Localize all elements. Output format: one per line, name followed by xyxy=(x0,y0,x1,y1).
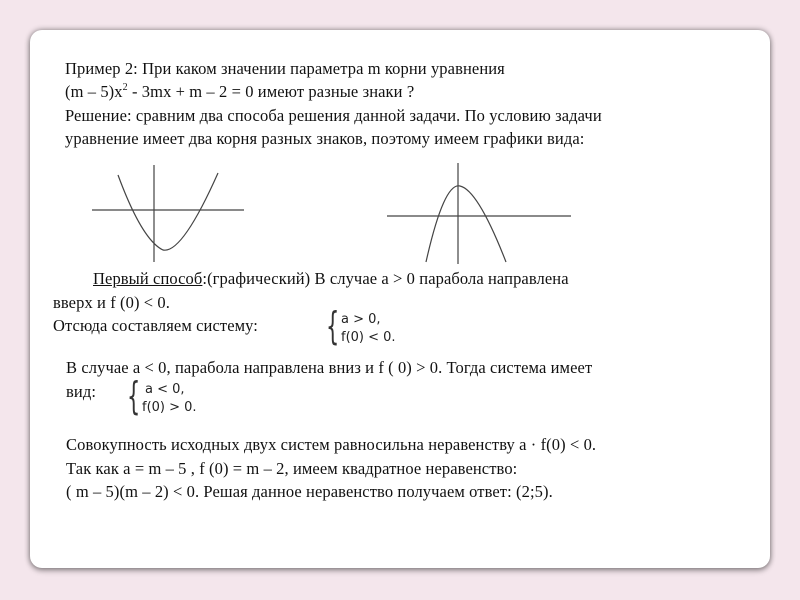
graph2-parabola xyxy=(426,186,506,262)
case-negative-line: В случае а < 0, парабола направлена вниз и f ( 0) > 0. Тогда система имеет xyxy=(66,358,593,377)
conclusion-line-3: ( m – 5)(m – 2) < 0. Решая данное неравенство получаем ответ: (2;5). xyxy=(66,482,553,501)
solution-line-2: уравнение имеет два корня разных знаков, поэтому имеем графики вида: xyxy=(65,129,585,148)
problem-statement-line-1: Пример 2: При каком значении параметра m корни уравнения xyxy=(65,59,505,78)
system-intro: Отсюда составляем систему: xyxy=(53,316,258,335)
case-negative-line-2: вид: xyxy=(66,382,97,401)
conclusion-line-1: Совокупность исходных двух систем равносильна неравенству а · f(0) < 0. xyxy=(66,435,597,454)
method-1-link: Первый способ xyxy=(93,269,203,288)
method-1-line-2: вверх и f (0) < 0. xyxy=(53,293,170,312)
equation-part-2: - 3mx + m – 2 = 0 имеют разные знаки ? xyxy=(127,82,415,101)
system1-brace: { xyxy=(326,304,340,348)
method-1-line xyxy=(93,268,569,290)
method-1-text: :(графический) В случае а > 0 парабола направлена xyxy=(202,269,569,288)
conclusion-line-2: Так как а = m – 5 , f (0) = m – 2, имеем квадратное неравенство: xyxy=(66,459,518,478)
system1-row-1: a > 0, xyxy=(341,312,381,327)
solution-line-1: Решение: сравним два способа решения данной задачи. По условию задачи xyxy=(65,106,602,125)
system1-row-2: f(0) < 0. xyxy=(341,330,396,345)
system2-brace: { xyxy=(127,374,141,418)
system2-row-1: a < 0, xyxy=(145,382,185,397)
equation-part-1: (m – 5)x xyxy=(65,82,123,101)
exponent: 2 xyxy=(122,81,128,93)
system2-row-2: f(0) > 0. xyxy=(142,400,197,415)
